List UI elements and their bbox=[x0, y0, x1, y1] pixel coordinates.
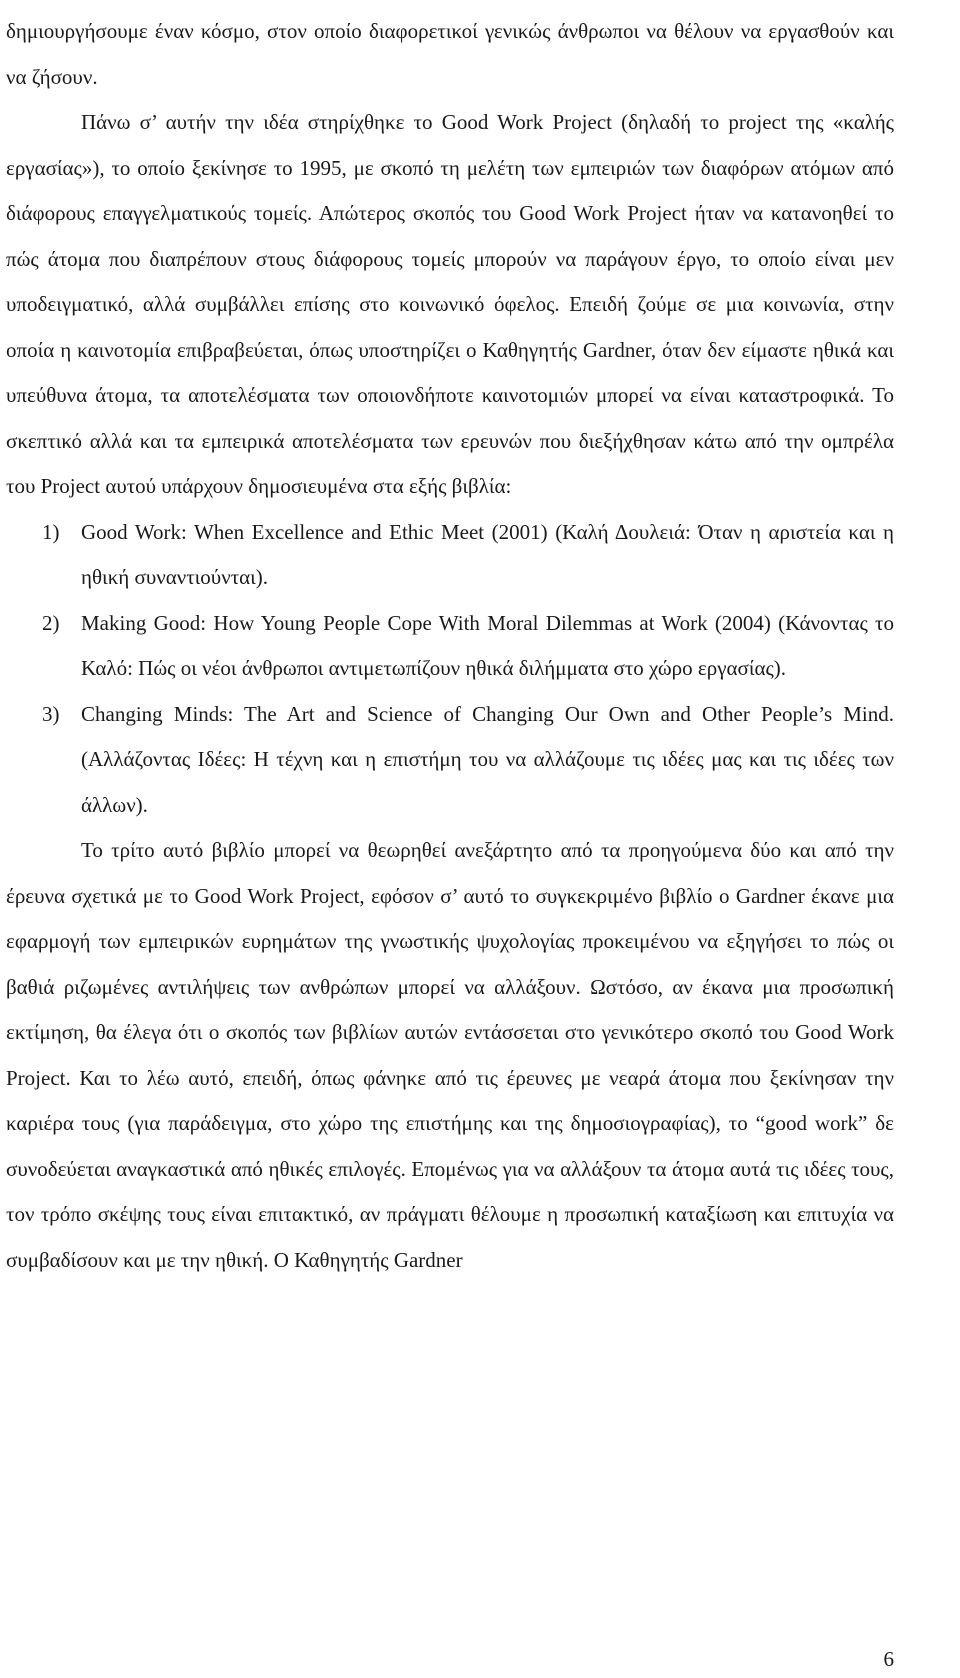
list-item bbox=[6, 601, 894, 692]
list-item-number: 2) bbox=[42, 610, 60, 635]
book-list bbox=[6, 510, 894, 829]
list-item-text: Making Good: How Young People Cope With Moral Dilemmas at Work (2004) (Κάνοντας το Καλό: Πώς οι νέοι άνθρωποι αντιμετωπίζουν ηθικά διλήμματα στο χώρο εργασίας). bbox=[81, 610, 894, 680]
paragraph-third-book: Το τρίτο αυτό βιβλίο μπορεί να θεωρηθεί ανεξάρτητο από τα προηγούμενα δύο και από την έρευνα σχετικά με το Good Work Project, εφόσον σ’ αυτό το συγκεκριμένο βιβλίο ο Gardner έκανε μια εφαρμογή των εμπειρικών ευρημάτων της γνωστικής ψυχολογίας προκειμένου να εξηγήσει το πώς οι βαθιά ριζωμένες αντιλήψεις των ανθρώπων μπορεί να αλλάξουν. Ωστόσο, αν έκανα μια προσωπική εκτίμηση, θα έλεγα ότι ο σκοπός των βιβλίων αυτών εντάσσεται στο γενικότερο σκοπό του Good Work Project. Και το λέω αυτό, επειδή, όπως φάνηκε από τις έρευνες με νεαρά άτομα που ξεκίνησαν την καριέρα τους (για παράδειγμα, στο χώρο της επιστήμης και της δημοσιογραφίας), το “good work” δε συνοδεύεται αναγκαστικά από ηθικές επιλογές. Επομένως για να αλλάξουν τα άτομα αυτά τις ιδέες τους, τον τρόπο σκέψης τους είναι επιτακτικό, αν πράγματι θέλουμε η προσωπική καταξίωση και επιτυχία να συμβαδίσουν και με την ηθική. Ο Καθηγητής Gardner bbox=[6, 838, 894, 1272]
paragraph-continuation: δημιουργήσουμε έναν κόσμο, στον οποίο διαφορετικοί γενικώς άνθρωποι να θέλουν να εργασθούν και να ζήσουν. bbox=[6, 19, 894, 89]
document-page bbox=[6, 0, 894, 1283]
list-item bbox=[6, 692, 894, 829]
list-item bbox=[6, 510, 894, 601]
list-item-text: Good Work: When Excellence and Ethic Meet (2001) (Καλή Δουλειά: Όταν η αριστεία και η ηθική συναντιούνται). bbox=[81, 519, 894, 589]
list-item-text: Changing Minds: The Art and Science of Changing Our Own and Other People’s Mind. (Αλλάζοντας Ιδέες: Η τέχνη και η επιστήμη του να αλλάζουμε τις ιδέες μας και τις ιδέες των άλλων). bbox=[81, 701, 894, 817]
list-item-number: 1) bbox=[42, 519, 60, 544]
page-number: 6 bbox=[883, 1647, 894, 1671]
list-item-number: 3) bbox=[42, 701, 60, 726]
paragraph-good-work-project: Πάνω σ’ αυτήν την ιδέα στηρίχθηκε το Good Work Project (δηλαδή το project της «καλής εργασίας»), το οποίο ξεκίνησε το 1995, με σκοπό τη μελέτη των εμπειριών των διαφόρων ατόμων από διάφορους επαγγελματικούς τομείς. Απώτερος σκοπός του Good Work Project ήταν να κατανοηθεί το πώς άτομα που διαπρέπουν στους διάφορους τομείς μπορούν να παράγουν έργο, το οποίο είναι μεν υποδειγματικό, αλλά συμβάλλει επίσης στο κοινωνικό όφελος. Επειδή ζούμε σε μια κοινωνία, στην οποία η καινοτομία επιβραβεύεται, όπως υποστηρίζει ο Καθηγητής Gardner, όταν δεν είμαστε ηθικά και υπεύθυνα άτομα, τα αποτελέσματα των οποιονδήποτε καινοτομιών μπορεί να είναι καταστροφικά. Το σκεπτικό αλλά και τα εμπειρικά αποτελέσματα των ερευνών που διεξήχθησαν κάτω από την ομπρέλα του Project αυτού υπάρχουν δημοσιευμένα στα εξής βιβλία: bbox=[6, 110, 894, 498]
